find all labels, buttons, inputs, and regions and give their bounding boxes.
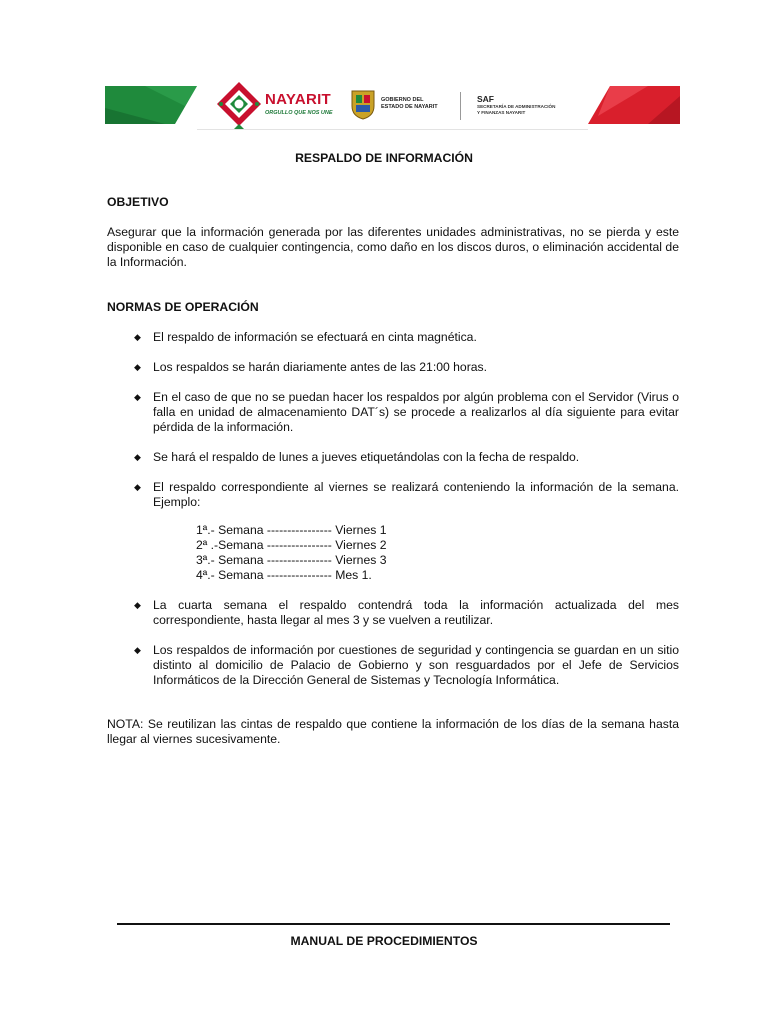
header-banner — [105, 80, 680, 132]
gobierno-line: ESTADO DE NAYARIT — [381, 104, 438, 110]
nota-paragraph: NOTA: Se reutilizan las cintas de respaldo que contiene la información de los días de la semana hasta llegar al viernes sucesivamente. — [107, 717, 679, 747]
header-divider — [460, 92, 461, 120]
objetivo-heading: OBJETIVO — [107, 195, 169, 209]
footer-title: MANUAL DE PROCEDIMIENTOS — [290, 934, 478, 948]
bullet-diamond-icon: ◆ — [134, 452, 141, 462]
list-item-text: El respaldo correspondiente al viernes se realizará conteniendo la información de la semana. Ejemplo: — [153, 480, 679, 510]
nayarit-slogan: ORGULLO QUE NOS UNE — [265, 110, 333, 116]
header-underline — [197, 129, 588, 130]
week-row: 4ª.- Semana ---------------- Mes 1. — [196, 568, 372, 582]
list-item-text: El respaldo de información se efectuará en cinta magnética. — [153, 330, 477, 344]
saf-subtitle-line: Y FINANZAS NAYARIT — [477, 110, 526, 115]
gobierno-label — [381, 97, 451, 111]
saf-title: SAF — [477, 94, 494, 104]
list-item-text: Los respaldos se harán diariamente antes de las 21:00 horas. — [153, 360, 488, 374]
bullet-diamond-icon: ◆ — [134, 392, 141, 402]
red-stripe-decoration — [588, 86, 680, 124]
bullet-diamond-icon: ◆ — [134, 332, 141, 342]
list-item-text: Se hará el respaldo de lunes a jueves etiquetándolas con la fecha de respaldo. — [153, 450, 580, 464]
nayarit-emblem-icon — [215, 80, 263, 132]
gobierno-line: GOBIERNO DEL — [381, 97, 424, 103]
nayarit-wordmark — [265, 92, 333, 117]
document-title: RESPALDO DE INFORMACIÓN — [295, 151, 473, 165]
bullet-diamond-icon: ◆ — [134, 645, 141, 655]
saf-subtitle-line: SECRETARÍA DE ADMINISTRACIÓN — [477, 104, 556, 109]
list-item-text: Los respaldos de información por cuestiones de seguridad y contingencia se guardan en un sitio distinto al domicilio de Palacio de Gobierno y son resguardados por el Jefe de Servicios Informáticos de la Dirección General de Sistemas y Tecnología Informática. — [153, 643, 679, 688]
week-schedule — [196, 523, 387, 583]
objetivo-paragraph: Asegurar que la información generada por las diferentes unidades administrativas, no se pierda y este disponible en caso de cualquier contingencia, como daño en los discos duros, o eliminación accidental de la Información. — [107, 225, 679, 270]
list-item-text: La cuarta semana el respaldo contendrá toda la información actualizada del mes correspondiente, hasta llegar al mes 3 y se vuelven a reutilizar. — [153, 598, 679, 628]
week-row: 2ª .-Semana ---------------- Viernes 2 — [196, 538, 387, 552]
footer-rule — [117, 923, 670, 925]
week-row: 3ª.- Semana ---------------- Viernes 3 — [196, 553, 387, 567]
bullet-diamond-icon: ◆ — [134, 362, 141, 372]
green-stripe-decoration — [105, 86, 197, 124]
bullet-diamond-icon: ◆ — [134, 482, 141, 492]
bullet-diamond-icon: ◆ — [134, 600, 141, 610]
normas-heading: NORMAS DE OPERACIÓN — [107, 300, 259, 314]
week-row: 1ª.- Semana ---------------- Viernes 1 — [196, 523, 387, 537]
nayarit-logo-text: NAYARIT — [265, 91, 332, 108]
saf-label — [477, 94, 567, 116]
state-coat-of-arms-icon — [350, 88, 376, 120]
list-item-text: En el caso de que no se puedan hacer los respaldos por algún problema con el Servidor (Virus o falla en unidad de almacenamiento DAT´s) se procede a realizarlos al día siguiente para evitar pérdida de la información. — [153, 390, 679, 435]
